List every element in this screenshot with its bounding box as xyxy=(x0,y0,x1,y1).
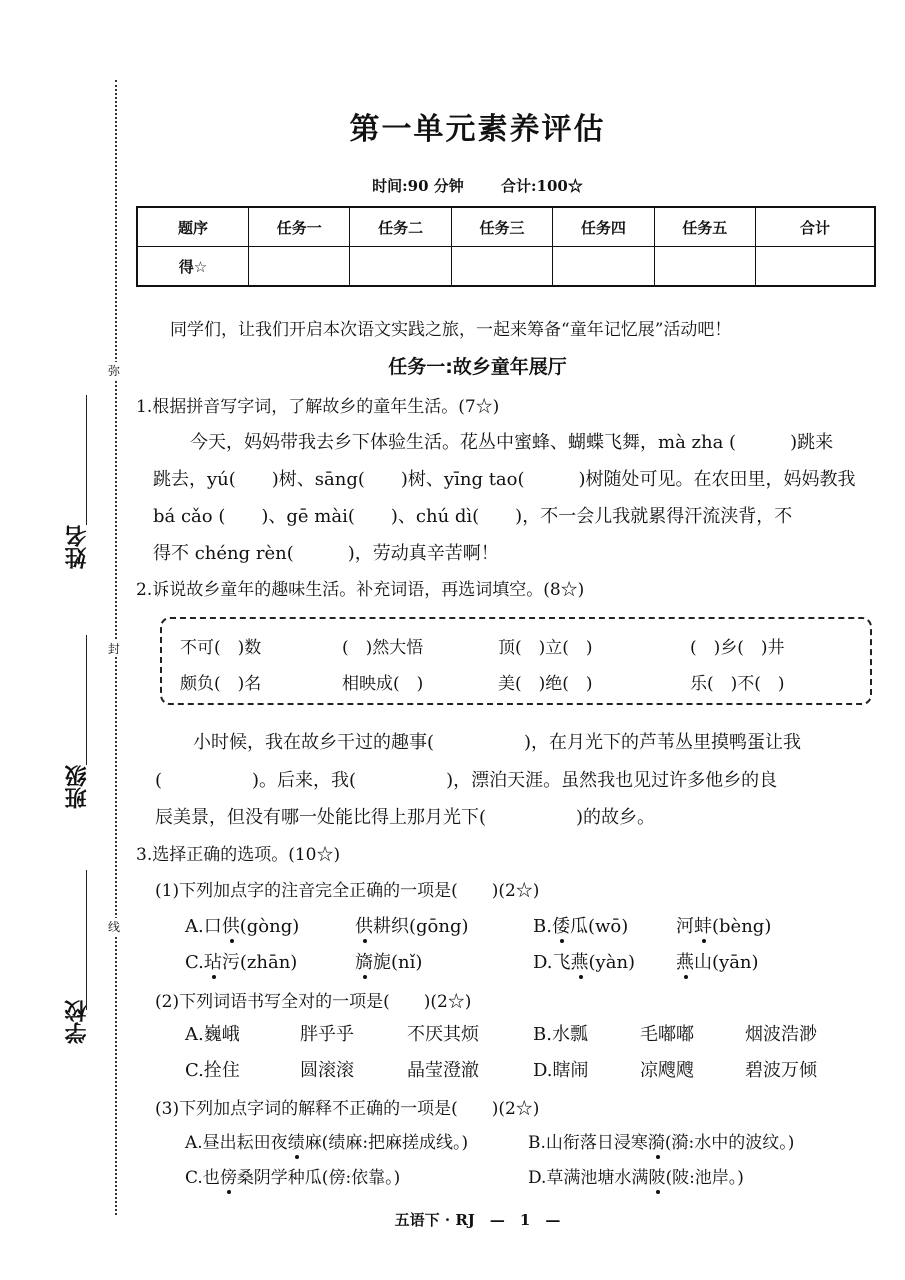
q3-option: 碧波万倾 xyxy=(745,1060,817,1081)
q3-sub1-stem: (1)下列加点字的注音完全正确的一项是( )(2☆) xyxy=(155,881,540,901)
q3-option: 燕山(yān) xyxy=(676,952,759,973)
score-cell[interactable] xyxy=(654,247,755,287)
class-underline xyxy=(86,635,88,765)
time-limit: 时间:90 分钟 xyxy=(372,177,464,195)
score-table-row xyxy=(137,247,875,287)
q1-line: 得不 chéng rèn( )，劳动真辛苦啊！ xyxy=(153,543,499,564)
header-cell: 任务一 xyxy=(249,207,350,247)
class-label: 班级 xyxy=(65,765,90,809)
score-cell[interactable] xyxy=(451,247,552,287)
q2-line: ( )。后来，我( )，漂泊天涯。虽然我也见过许多他乡的良 xyxy=(155,770,778,791)
q3-option: C.玷污(zhān) xyxy=(185,952,298,973)
q2-line: 小时候，我在故乡干过的趣事( )，在月光下的芦苇丛里摸鸭蛋让我 xyxy=(193,732,802,753)
score-cell[interactable] xyxy=(249,247,350,287)
q3-option: 晶莹澄澈 xyxy=(407,1060,479,1081)
total-score: 合计:100☆ xyxy=(501,177,583,195)
score-cell[interactable] xyxy=(350,247,451,287)
word-item: ( )然大悟 xyxy=(342,638,424,658)
intro-text: 同学们，让我们开启本次语文实践之旅，一起来筹备“童年记忆展”活动吧！ xyxy=(170,320,732,340)
q2-line: 辰美景，但没有哪一处能比得上那月光下( )的故乡。 xyxy=(155,807,656,828)
q3-option: 凉飕飕 xyxy=(640,1060,694,1081)
word-item: 相映成( ) xyxy=(342,674,424,694)
q3-option: A.巍峨 xyxy=(185,1024,240,1045)
header-cell: 合计 xyxy=(756,207,876,247)
q3-sub2-stem: (2)下列词语书写全对的一项是( )(2☆) xyxy=(155,992,472,1012)
exam-meta xyxy=(50,175,905,196)
section-title: 任务一:故乡童年展厅 xyxy=(388,356,567,378)
q3-option: C.也傍桑阴学种瓜(傍:依靠。) xyxy=(185,1168,401,1188)
q3-option: 不厌其烦 xyxy=(407,1024,479,1045)
q1-line: 今天，妈妈带我去乡下体验生活。花丛中蜜蜂、蝴蝶飞舞，mà zha ( )跳来 xyxy=(190,432,834,453)
q3-option: 胖乎乎 xyxy=(300,1024,354,1045)
score-cell[interactable] xyxy=(553,247,654,287)
word-item: 乐( )不( ) xyxy=(690,674,785,694)
q3-option: B.倭瓜(wō) xyxy=(533,916,629,937)
seal-mark-feng: 封 xyxy=(108,642,121,656)
seal-mark-mi: 弥 xyxy=(108,364,121,378)
word-item: 颇负( )名 xyxy=(180,674,262,694)
score-cell[interactable] xyxy=(756,247,876,287)
q1-line: 跳去，yú( )树、sāng( )树、yīng tao( )树随处可见。在农田里，妈妈教我 xyxy=(153,469,856,490)
question-1-title: 1.根据拼音写字词，了解故乡的童年生活。(7☆) xyxy=(136,397,500,417)
question-2-title: 2.诉说故乡童年的趣味生活。补充词语，再选词填空。(8☆) xyxy=(136,580,585,600)
q3-option: A.昼出耘田夜绩麻(绩麻:把麻搓成线。) xyxy=(185,1133,469,1153)
name-underline xyxy=(86,395,88,525)
q3-option: 旖旎(nǐ) xyxy=(355,952,423,973)
q3-option: C.拴住 xyxy=(185,1060,240,1081)
name-label: 姓名 xyxy=(65,525,90,569)
q3-option: D.飞燕(yàn) xyxy=(533,952,636,973)
q3-option: A.口供(gòng) xyxy=(185,916,300,937)
q3-option: D.瞎闹 xyxy=(533,1060,589,1081)
school-underline xyxy=(86,870,88,1010)
header-cell: 任务三 xyxy=(451,207,552,247)
page-footer: 五语下 · RJ — 1 — xyxy=(394,1211,561,1229)
q3-option: 圆滚滚 xyxy=(300,1060,354,1081)
word-item: 美( )绝( ) xyxy=(498,674,593,694)
q3-option: 供耕织(gōng) xyxy=(355,916,469,937)
word-box xyxy=(160,617,872,705)
q3-sub3-stem: (3)下列加点字词的解释不正确的一项是( )(2☆) xyxy=(155,1099,540,1119)
word-item: ( )乡( )井 xyxy=(690,638,785,658)
page-title: 第一单元素养评估 xyxy=(349,112,606,147)
q3-option: 烟波浩渺 xyxy=(745,1024,817,1045)
score-table-header xyxy=(137,207,875,247)
q3-option: D.草满池塘水满陂(陂:池岸。) xyxy=(528,1168,744,1188)
header-cell: 任务二 xyxy=(350,207,451,247)
score-table xyxy=(136,206,876,287)
q3-option: B.山衔落日浸寒漪(漪:水中的波纹。) xyxy=(528,1133,795,1153)
seal-mark-xian: 线 xyxy=(108,920,121,934)
q1-line: bá cǎo ( )、gē mài( )、chú dì( )，不一会儿我就累得汗流浃背，不 xyxy=(153,506,793,527)
header-cell: 任务四 xyxy=(553,207,654,247)
word-item: 顶( )立( ) xyxy=(498,638,593,658)
q3-option: B.水瓢 xyxy=(533,1024,588,1045)
question-3-title: 3.选择正确的选项。(10☆) xyxy=(136,845,341,865)
q3-option: 毛嘟嘟 xyxy=(640,1024,694,1045)
word-item: 不可( )数 xyxy=(180,638,262,658)
q3-option: 河蚌(bèng) xyxy=(676,916,772,937)
header-cell: 题序 xyxy=(137,207,249,247)
row-label: 得☆ xyxy=(137,247,249,287)
school-label: 学校 xyxy=(65,1000,90,1044)
header-cell: 任务五 xyxy=(654,207,755,247)
